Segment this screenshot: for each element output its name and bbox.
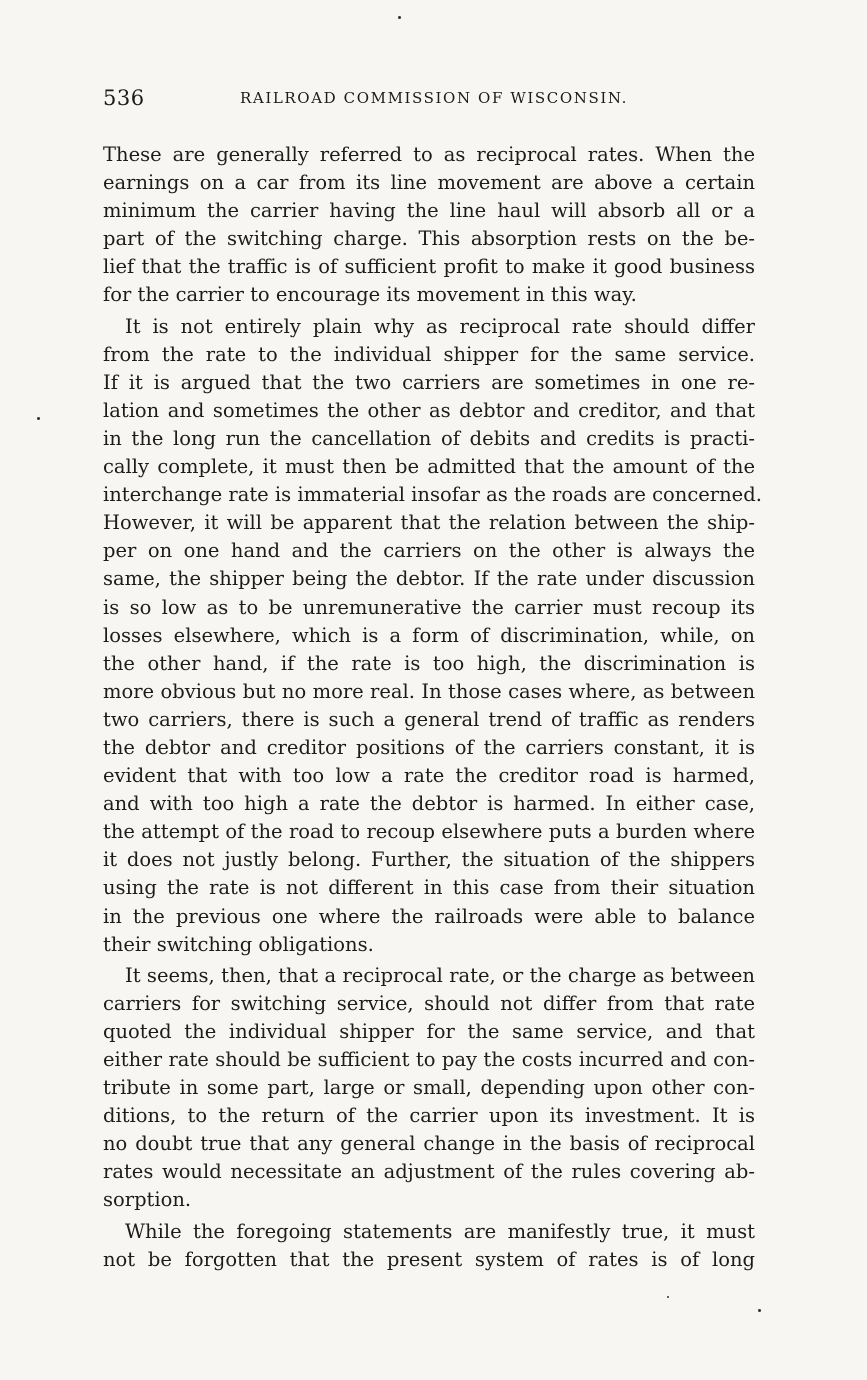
text-line: per on one hand and the carriers on the other is always the: [103, 539, 755, 563]
scan-speck: [398, 16, 401, 19]
text-line: same, the shipper being the debtor. If the rate under discussion: [103, 567, 755, 591]
text-line: for the carrier to encourage its movement in this way.: [103, 283, 637, 307]
text-line: using the rate is not different in this case from their situation: [103, 876, 755, 900]
text-line: part of the switching charge. This absorption rests on the be-: [103, 227, 755, 251]
scan-speck: [758, 1309, 761, 1312]
text-line: It is not entirely plain why as reciprocal rate should differ: [125, 314, 755, 338]
body-text: [103, 141, 762, 1274]
text-line: It seems, then, that a reciprocal rate, or the charge as between: [125, 963, 755, 987]
text-line: more obvious but no more real. In those cases where, as between: [103, 679, 755, 703]
text-line: carriers for switching service, should not differ from that rate: [103, 991, 755, 1015]
text-line: two carriers, there is such a general trend of traffic as renders: [103, 707, 755, 731]
text-line: quoted the individual shipper for the same service, and that: [103, 1019, 755, 1043]
text-line: no doubt true that any general change in the basis of reciprocal: [103, 1132, 755, 1156]
text-line: While the foregoing statements are manifestly true, it must: [125, 1219, 755, 1243]
text-line: If it is argued that the two carriers are sometimes in one re-: [103, 370, 755, 394]
page-number: 536: [103, 86, 145, 110]
paragraph-1: [103, 141, 755, 310]
text-line: and with too high a rate the debtor is harmed. In either case,: [103, 792, 755, 816]
text-line: interchange rate is immaterial insofar as the roads are concerned.: [103, 483, 762, 507]
text-line: earnings on a car from its line movement are above a certain: [103, 171, 755, 195]
text-line: tribute in some part, large or small, depending upon other con-: [103, 1076, 755, 1100]
text-line: rates would necessitate an adjustment of the rules covering ab-: [103, 1160, 755, 1184]
paragraph-3: [103, 962, 755, 1215]
running-title: RAILROAD COMMISSION OF WISCONSIN.: [240, 89, 628, 107]
text-line: in the long run the cancellation of debits and credits is practi-: [103, 426, 755, 450]
text-line: the attempt of the road to recoup elsewhere puts a burden where: [103, 820, 755, 844]
text-line: cally complete, it must then be admitted that the amount of the: [103, 455, 755, 479]
text-line: either rate should be sufficient to pay the costs incurred and con-: [103, 1048, 755, 1071]
text-line: However, it will be apparent that the relation between the ship-: [103, 511, 755, 535]
text-line: their switching obligations.: [103, 932, 374, 956]
text-line: sorption.: [103, 1188, 192, 1212]
scan-speck: [37, 417, 40, 420]
text-line: lation and sometimes the other as debtor and creditor, and that: [103, 398, 755, 422]
text-line: ditions, to the return of the carrier upon its investment. It is: [103, 1104, 755, 1128]
paragraph-4: [103, 1218, 755, 1274]
text-line: the other hand, if the rate is too high, the discrimination is: [103, 651, 755, 675]
text-line: These are generally referred to as reciprocal rates. When the: [103, 143, 755, 166]
text-line: minimum the carrier having the line haul will absorb all or a: [103, 199, 755, 223]
text-line: not be forgotten that the present system of rates is of long: [103, 1247, 755, 1271]
text-line: is so low as to be unremunerative the carrier must recoup its: [103, 595, 755, 619]
text-line: in the previous one where the railroads were able to balance: [103, 904, 755, 928]
paragraph-2: [103, 313, 762, 959]
text-line: the debtor and creditor positions of the carriers constant, it is: [103, 735, 755, 759]
text-line: evident that with too low a rate the creditor road is harmed,: [103, 764, 755, 788]
text-line: lief that the traffic is of sufficient profit to make it good business: [103, 255, 755, 279]
text-line: it does not justly belong. Further, the situation of the shippers: [103, 848, 755, 872]
scan-speck: [667, 1296, 669, 1298]
text-line: from the rate to the individual shipper for the same service.: [103, 342, 755, 366]
text-line: losses elsewhere, which is a form of discrimination, while, on: [103, 623, 755, 647]
